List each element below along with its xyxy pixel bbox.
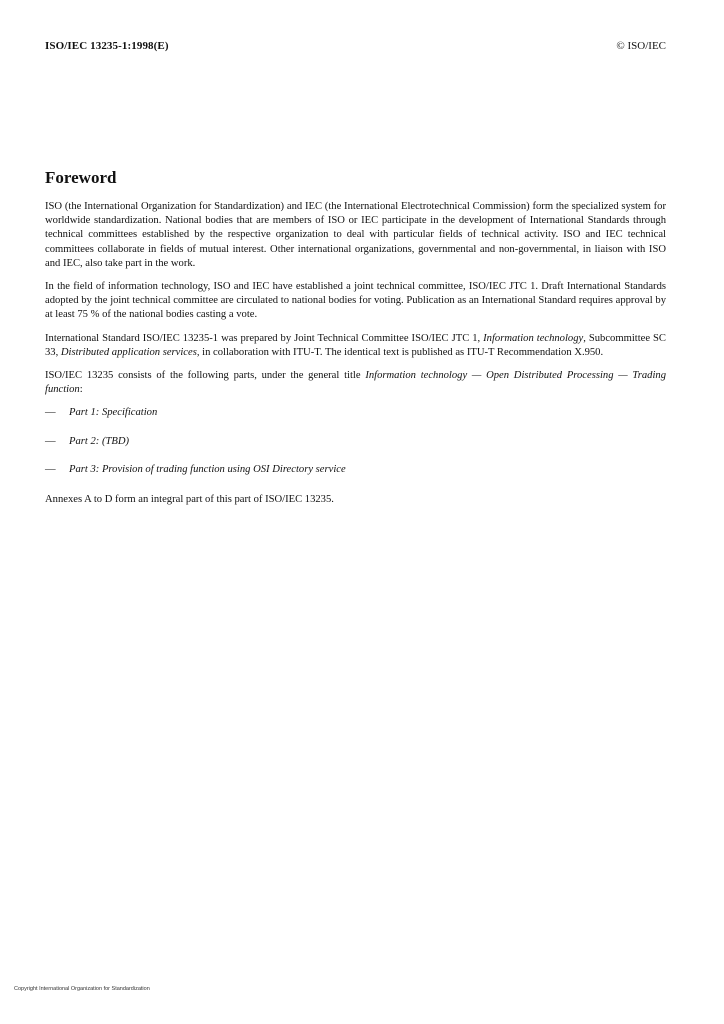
foreword-title: Foreword <box>45 168 117 187</box>
dash-marker: — <box>45 463 56 475</box>
copyright-header: © ISO/IEC <box>616 40 666 52</box>
list-item <box>45 463 666 477</box>
paragraph-preparation <box>45 332 666 360</box>
text-span: ISO/IEC 13235 consists of the following parts, under the general title <box>45 370 366 382</box>
part-label: Part 1: Specification <box>69 407 158 419</box>
parts-list <box>45 406 666 477</box>
italic-text: Information technology <box>483 332 584 344</box>
foreword-section <box>45 168 666 516</box>
paragraph-annexes: Annexes A to D form an integral part of this part of ISO/IEC 13235. <box>45 494 334 506</box>
text-span: International Standard ISO/IEC 13235-1 was prepared by Joint Technical Committee ISO/IEC JTC 1, <box>45 332 484 344</box>
italic-text: Information technology — Open Distributed Processing — Trading function <box>45 370 666 396</box>
list-item <box>45 406 666 420</box>
italic-text: Distributed application services, <box>60 346 200 358</box>
dash-marker: — <box>45 435 56 447</box>
list-item <box>45 435 666 449</box>
paragraph-iso-iec: ISO (the International Organization for Standardization) and IEC (the International Electrotechnical Commission) form the specialized system for worldwide standardization. National bodies that are members of ISO or IEC participate in the development of International Standards through technical committees established by the respective organization to deal with particular fields of technical activity. ISO and IEC technical committees collaborate in fields of mutual interest. Other international organizations, governmental and non-governmental, in liaison with ISO and IEC, also take part in the work. <box>45 201 666 269</box>
paragraph-jtc1: In the field of information technology, ISO and IEC have established a joint technical committee, ISO/IEC JTC 1. Draft International Standards adopted by the joint technical committee are circulated to national bodies for voting. Publication as an International Standard requires approval by at least 75 % of the national bodies casting a vote. <box>45 281 666 321</box>
text-span: : <box>79 384 83 396</box>
part-label: Part 3: Provision of trading function using OSI Directory service <box>69 463 346 475</box>
part-label: Part 2: (TBD) <box>69 435 130 447</box>
text-span: in collaboration with ITU-T. The identical text is published as ITU-T Recommendation X.950. <box>199 346 604 358</box>
text-span: , Subcommittee SC 33, <box>45 332 666 358</box>
footer-copyright: Copyright International Organization for Standardization <box>14 986 150 992</box>
paragraph-parts-intro <box>45 369 666 397</box>
dash-marker: — <box>45 407 56 419</box>
document-id: ISO/IEC 13235-1:1998(E) <box>45 40 169 52</box>
